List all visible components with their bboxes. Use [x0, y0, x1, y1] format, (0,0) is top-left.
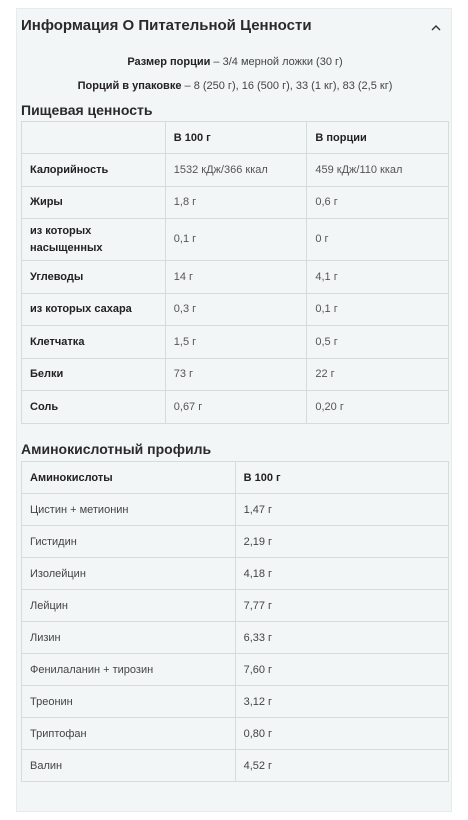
servings-per-pack-line — [17, 80, 453, 92]
table-row — [22, 494, 449, 526]
amino-per100: 2,19 г — [235, 526, 448, 558]
amino-per100: 3,12 г — [235, 686, 448, 718]
amino-name: Цистин + метионин — [22, 494, 236, 526]
table-row — [22, 358, 449, 391]
amino-name: Лейцин — [22, 590, 236, 622]
table-row — [22, 558, 449, 590]
nutrient-per100: 0,67 г — [165, 391, 307, 424]
nutrient-per100: 14 г — [165, 261, 307, 294]
table-row — [22, 622, 449, 654]
table-row — [22, 391, 449, 424]
nutrient-perserving: 0,6 г — [307, 186, 449, 219]
nutrient-perserving: 0,20 г — [307, 391, 449, 424]
table-row — [22, 293, 449, 326]
nutrient-per100: 0,3 г — [165, 293, 307, 326]
nutrition-section-title: Пищевая ценность — [21, 102, 153, 118]
table-row — [22, 718, 449, 750]
nutrient-perserving: 4,1 г — [307, 261, 449, 294]
amino-name: Гистидин — [22, 526, 236, 558]
amino-name: Валин — [22, 750, 236, 782]
amino-per100: 6,33 г — [235, 622, 448, 654]
table-row — [22, 154, 449, 187]
amino-section-title: Аминокислотный профиль — [21, 441, 212, 457]
amino-per100: 0,80 г — [235, 718, 448, 750]
nutrition-info-panel — [16, 8, 452, 812]
amino-name: Лизин — [22, 622, 236, 654]
nutrient-per100: 73 г — [165, 358, 307, 391]
nutrient-name: из которых сахара — [22, 293, 166, 326]
serving-size-label: Размер порции — [127, 56, 211, 68]
panel-title: Информация О Питательной Ценности — [21, 17, 312, 34]
chevron-up-icon[interactable] — [429, 21, 443, 35]
nutrient-per100: 0,1 г — [165, 219, 307, 261]
nutrient-name: Жиры — [22, 186, 166, 219]
nutrient-name: Соль — [22, 391, 166, 424]
header-per100: В 100 г — [165, 122, 307, 154]
amino-per100: 1,47 г — [235, 494, 448, 526]
table-row — [22, 590, 449, 622]
amino-name: Треонин — [22, 686, 236, 718]
serving-size-value: – 3/4 мерной ложки (30 г) — [213, 56, 343, 68]
table-row — [22, 186, 449, 219]
amino-name: Триптофан — [22, 718, 236, 750]
header-amino-name: Аминокислоты — [22, 462, 236, 494]
table-row — [22, 686, 449, 718]
servings-per-pack-value: – 8 (250 г), 16 (500 г), 33 (1 кг), 83 (2,5 кг) — [184, 80, 393, 92]
amino-name: Фенилаланин + тирозин — [22, 654, 236, 686]
amino-per100: 4,18 г — [235, 558, 448, 590]
table-row — [22, 326, 449, 359]
header-empty — [22, 122, 166, 154]
nutrient-per100: 1532 кДж/366 ккал — [165, 154, 307, 187]
header-amino-per100: В 100 г — [235, 462, 448, 494]
table-row — [22, 750, 449, 782]
table-row — [22, 261, 449, 294]
nutrient-per100: 1,8 г — [165, 186, 307, 219]
nutrient-perserving: 0,1 г — [307, 293, 449, 326]
nutrient-per100: 1,5 г — [165, 326, 307, 359]
nutrient-name: Белки — [22, 358, 166, 391]
nutrition-table — [21, 121, 449, 424]
nutrient-perserving: 22 г — [307, 358, 449, 391]
table-row — [22, 654, 449, 686]
nutrient-perserving: 0 г — [307, 219, 449, 261]
table-row — [22, 526, 449, 558]
header-perserving: В порции — [307, 122, 449, 154]
nutrient-perserving: 459 кДж/110 ккал — [307, 154, 449, 187]
servings-per-pack-label: Порций в упаковке — [77, 80, 182, 92]
amino-per100: 4,52 г — [235, 750, 448, 782]
table-row — [22, 219, 449, 261]
table-header-row — [22, 462, 449, 494]
table-header-row — [22, 122, 449, 154]
nutrient-name: Углеводы — [22, 261, 166, 294]
nutrient-name: Клетчатка — [22, 326, 166, 359]
nutrient-name: Калорийность — [22, 154, 166, 187]
amino-table — [21, 461, 449, 782]
accordion-header[interactable] — [21, 15, 449, 41]
nutrient-name: из которых насыщенных — [22, 219, 166, 261]
nutrient-perserving: 0,5 г — [307, 326, 449, 359]
amino-name: Изолейцин — [22, 558, 236, 590]
amino-per100: 7,60 г — [235, 654, 448, 686]
serving-size-line — [17, 56, 453, 68]
amino-per100: 7,77 г — [235, 590, 448, 622]
